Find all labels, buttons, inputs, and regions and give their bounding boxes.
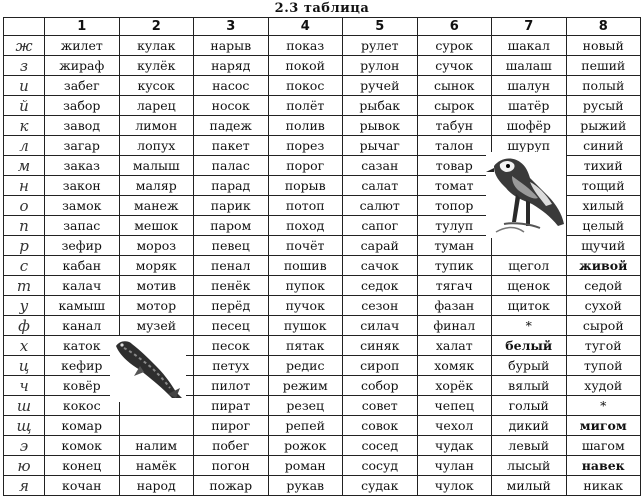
- word-cell: кусок: [119, 76, 194, 96]
- row-letter: ч: [4, 376, 45, 396]
- column-header: 8: [566, 18, 641, 36]
- table-row: [4, 396, 641, 416]
- word-cell: сапог: [343, 216, 418, 236]
- row-letter: у: [4, 296, 45, 316]
- word-cell: мотор: [119, 296, 194, 316]
- word-cell: сырок: [417, 96, 492, 116]
- row-letter: п: [4, 216, 45, 236]
- row-letter: я: [4, 476, 45, 496]
- word-cell: кокос: [45, 396, 120, 416]
- word-cell: малыш: [119, 156, 194, 176]
- word-cell: комар: [45, 416, 120, 436]
- word-cell: парик: [194, 196, 269, 216]
- word-cell: хорёк: [417, 376, 492, 396]
- word-cell: канал: [45, 316, 120, 336]
- word-cell: завод: [45, 116, 120, 136]
- word-cell: лопух: [119, 136, 194, 156]
- word-cell: редис: [268, 356, 343, 376]
- column-header: 4: [268, 18, 343, 36]
- word-cell: табун: [417, 116, 492, 136]
- word-cell: певец: [194, 236, 269, 256]
- word-cell: камыш: [45, 296, 120, 316]
- word-cell: тихий: [566, 156, 641, 176]
- word-cell: седой: [566, 276, 641, 296]
- word-cell: пирог: [194, 416, 269, 436]
- word-cell: пучок: [268, 296, 343, 316]
- word-cell: совок: [343, 416, 418, 436]
- word-cell: пират: [194, 396, 269, 416]
- word-cell: пенал: [194, 256, 269, 276]
- word-cell: сучок: [417, 56, 492, 76]
- word-cell: пушок: [268, 316, 343, 336]
- word-table: [3, 17, 641, 496]
- word-cell: зефир: [45, 236, 120, 256]
- word-cell: [492, 236, 567, 256]
- word-cell: салат: [343, 176, 418, 196]
- word-cell: поход: [268, 216, 343, 236]
- word-cell: кулак: [119, 36, 194, 56]
- word-cell: песец: [194, 316, 269, 336]
- word-cell: чепец: [417, 396, 492, 416]
- word-cell: навек: [566, 456, 641, 476]
- word-cell: *: [492, 316, 567, 336]
- word-cell: салют: [343, 196, 418, 216]
- word-cell: шуруп: [492, 136, 567, 156]
- row-letter: и: [4, 76, 45, 96]
- word-cell: потоп: [268, 196, 343, 216]
- word-cell: рычаг: [343, 136, 418, 156]
- word-cell: мешок: [119, 216, 194, 236]
- word-cell: сезон: [343, 296, 418, 316]
- table-row: [4, 116, 641, 136]
- word-cell: вялый: [492, 376, 567, 396]
- table-row: [4, 36, 641, 56]
- word-cell: рулет: [343, 36, 418, 56]
- column-header: 1: [45, 18, 120, 36]
- word-cell: побег: [194, 436, 269, 456]
- word-cell: музей: [119, 316, 194, 336]
- table-row: [4, 376, 641, 396]
- word-cell: тягач: [417, 276, 492, 296]
- word-cell: чудак: [417, 436, 492, 456]
- word-cell: сачок: [343, 256, 418, 276]
- word-cell: шофёр: [492, 116, 567, 136]
- row-letter: к: [4, 116, 45, 136]
- row-letter: т: [4, 276, 45, 296]
- word-cell: мороз: [119, 236, 194, 256]
- word-cell: халат: [417, 336, 492, 356]
- row-letter: ф: [4, 316, 45, 336]
- word-cell: забег: [45, 76, 120, 96]
- row-letter: х: [4, 336, 45, 356]
- row-letter: л: [4, 136, 45, 156]
- word-cell: манеж: [119, 196, 194, 216]
- word-cell: кочан: [45, 476, 120, 496]
- word-cell: сосед: [343, 436, 418, 456]
- column-header: 5: [343, 18, 418, 36]
- row-letter: ц: [4, 356, 45, 376]
- word-cell: *: [566, 396, 641, 416]
- table-row: [4, 76, 641, 96]
- word-cell: забор: [45, 96, 120, 116]
- row-letter: р: [4, 236, 45, 256]
- word-cell: тощий: [566, 176, 641, 196]
- word-cell: полый: [566, 76, 641, 96]
- word-cell: полёт: [268, 96, 343, 116]
- word-cell: фазан: [417, 296, 492, 316]
- word-cell: судак: [343, 476, 418, 496]
- word-cell: рожок: [268, 436, 343, 456]
- word-cell: милый: [492, 476, 567, 496]
- header-corner: [4, 18, 45, 36]
- word-cell: маляр: [119, 176, 194, 196]
- word-cell: палас: [194, 156, 269, 176]
- word-cell: режим: [268, 376, 343, 396]
- word-cell: русый: [566, 96, 641, 116]
- word-cell: насос: [194, 76, 269, 96]
- word-cell: падеж: [194, 116, 269, 136]
- row-letter: з: [4, 56, 45, 76]
- row-letter: ю: [4, 456, 45, 476]
- word-cell: носок: [194, 96, 269, 116]
- word-cell: нарыв: [194, 36, 269, 56]
- word-cell: пилот: [194, 376, 269, 396]
- word-cell: левый: [492, 436, 567, 456]
- word-cell: шатёр: [492, 96, 567, 116]
- word-cell: синий: [566, 136, 641, 156]
- word-cell: парад: [194, 176, 269, 196]
- word-cell: пеший: [566, 56, 641, 76]
- table-row: [4, 256, 641, 276]
- word-cell: тупик: [417, 256, 492, 276]
- word-cell: сырой: [566, 316, 641, 336]
- word-cell: сурок: [417, 36, 492, 56]
- word-cell: тулуп: [417, 216, 492, 236]
- word-cell: чулан: [417, 456, 492, 476]
- word-cell: закон: [45, 176, 120, 196]
- word-cell: рывок: [343, 116, 418, 136]
- word-cell: живой: [566, 256, 641, 276]
- word-cell: товар: [417, 156, 492, 176]
- word-cell: загар: [45, 136, 120, 156]
- row-letter: с: [4, 256, 45, 276]
- word-cell: конец: [45, 456, 120, 476]
- word-cell: пожар: [194, 476, 269, 496]
- word-cell: никак: [566, 476, 641, 496]
- word-cell: ларец: [119, 96, 194, 116]
- word-cell: собор: [343, 376, 418, 396]
- word-cell: порез: [268, 136, 343, 156]
- word-cell: тугой: [566, 336, 641, 356]
- word-cell: дикий: [492, 416, 567, 436]
- word-cell: налим: [119, 436, 194, 456]
- word-cell: хомяк: [417, 356, 492, 376]
- word-cell: чехол: [417, 416, 492, 436]
- word-cell: показ: [268, 36, 343, 56]
- table-row: [4, 356, 641, 376]
- word-cell: щиток: [492, 296, 567, 316]
- row-letter: м: [4, 156, 45, 176]
- word-cell: кулёк: [119, 56, 194, 76]
- word-cell: щучий: [566, 236, 641, 256]
- word-cell: погон: [194, 456, 269, 476]
- word-cell: пакет: [194, 136, 269, 156]
- word-cell: топор: [417, 196, 492, 216]
- word-cell: щегол: [492, 256, 567, 276]
- word-cell: щенок: [492, 276, 567, 296]
- word-cell: талон: [417, 136, 492, 156]
- word-cell: жилет: [45, 36, 120, 56]
- table-row: [4, 436, 641, 456]
- fish-illustration: [110, 336, 186, 402]
- word-cell: сазан: [343, 156, 418, 176]
- word-cell: томат: [417, 176, 492, 196]
- word-cell: пошив: [268, 256, 343, 276]
- word-cell: рулон: [343, 56, 418, 76]
- table-row: [4, 296, 641, 316]
- word-cell: пупок: [268, 276, 343, 296]
- row-letter: ж: [4, 36, 45, 56]
- word-cell: шалаш: [492, 56, 567, 76]
- bird-illustration: [486, 152, 566, 238]
- word-cell: петух: [194, 356, 269, 376]
- word-cell: комок: [45, 436, 120, 456]
- table-row: [4, 236, 641, 256]
- table-row: [4, 96, 641, 116]
- table-row: [4, 416, 641, 436]
- word-cell: мигом: [566, 416, 641, 436]
- word-cell: покой: [268, 56, 343, 76]
- row-letter: й: [4, 96, 45, 116]
- word-cell: сухой: [566, 296, 641, 316]
- word-cell: кефир: [45, 356, 120, 376]
- word-cell: шакал: [492, 36, 567, 56]
- header-row: [4, 18, 641, 36]
- row-letter: ш: [4, 396, 45, 416]
- table-row: [4, 336, 641, 356]
- word-cell: новый: [566, 36, 641, 56]
- word-cell: шагом: [566, 436, 641, 456]
- word-cell: резец: [268, 396, 343, 416]
- word-cell: седок: [343, 276, 418, 296]
- word-cell: каток: [45, 336, 120, 356]
- table-row: [4, 56, 641, 76]
- word-cell: полив: [268, 116, 343, 136]
- word-cell: репей: [268, 416, 343, 436]
- word-cell: сосуд: [343, 456, 418, 476]
- word-cell: синяк: [343, 336, 418, 356]
- row-letter: щ: [4, 416, 45, 436]
- word-cell: ковёр: [45, 376, 120, 396]
- word-cell: народ: [119, 476, 194, 496]
- word-cell: чулок: [417, 476, 492, 496]
- word-cell: пятак: [268, 336, 343, 356]
- word-cell: сынок: [417, 76, 492, 96]
- word-cell: шалун: [492, 76, 567, 96]
- word-cell: силач: [343, 316, 418, 336]
- word-cell: наряд: [194, 56, 269, 76]
- table-row: [4, 476, 641, 496]
- word-cell: рукав: [268, 476, 343, 496]
- word-cell: ручей: [343, 76, 418, 96]
- word-cell: голый: [492, 396, 567, 416]
- row-letter: о: [4, 196, 45, 216]
- word-cell: жираф: [45, 56, 120, 76]
- word-cell: моряк: [119, 256, 194, 276]
- word-cell: рыбак: [343, 96, 418, 116]
- word-cell: туман: [417, 236, 492, 256]
- word-cell: роман: [268, 456, 343, 476]
- table-title: 2.3 таблица: [274, 1, 370, 16]
- word-cell: паром: [194, 216, 269, 236]
- word-cell: намёк: [119, 456, 194, 476]
- word-cell: тупой: [566, 356, 641, 376]
- word-cell: сарай: [343, 236, 418, 256]
- column-header: 6: [417, 18, 492, 36]
- word-cell: почёт: [268, 236, 343, 256]
- word-cell: бурый: [492, 356, 567, 376]
- row-letter: э: [4, 436, 45, 456]
- word-cell: совет: [343, 396, 418, 416]
- word-cell: сироп: [343, 356, 418, 376]
- word-cell: мотив: [119, 276, 194, 296]
- column-header: 3: [194, 18, 269, 36]
- word-cell: пенёк: [194, 276, 269, 296]
- word-cell: калач: [45, 276, 120, 296]
- word-cell: лысый: [492, 456, 567, 476]
- word-cell: заказ: [45, 156, 120, 176]
- word-cell: покос: [268, 76, 343, 96]
- word-cell: лимон: [119, 116, 194, 136]
- word-cell: замок: [45, 196, 120, 216]
- word-cell: рыжий: [566, 116, 641, 136]
- column-header: 7: [492, 18, 567, 36]
- table-row: [4, 276, 641, 296]
- word-cell: запас: [45, 216, 120, 236]
- word-cell: порог: [268, 156, 343, 176]
- word-cell: перёд: [194, 296, 269, 316]
- word-cell: белый: [492, 336, 567, 356]
- word-cell: [119, 416, 194, 436]
- word-cell: целый: [566, 216, 641, 236]
- word-cell: хилый: [566, 196, 641, 216]
- column-header: 2: [119, 18, 194, 36]
- word-cell: кабан: [45, 256, 120, 276]
- word-cell: худой: [566, 376, 641, 396]
- row-letter: н: [4, 176, 45, 196]
- table-row: [4, 316, 641, 336]
- word-cell: порыв: [268, 176, 343, 196]
- table-body: [4, 36, 641, 496]
- word-cell: финал: [417, 316, 492, 336]
- word-cell: песок: [194, 336, 269, 356]
